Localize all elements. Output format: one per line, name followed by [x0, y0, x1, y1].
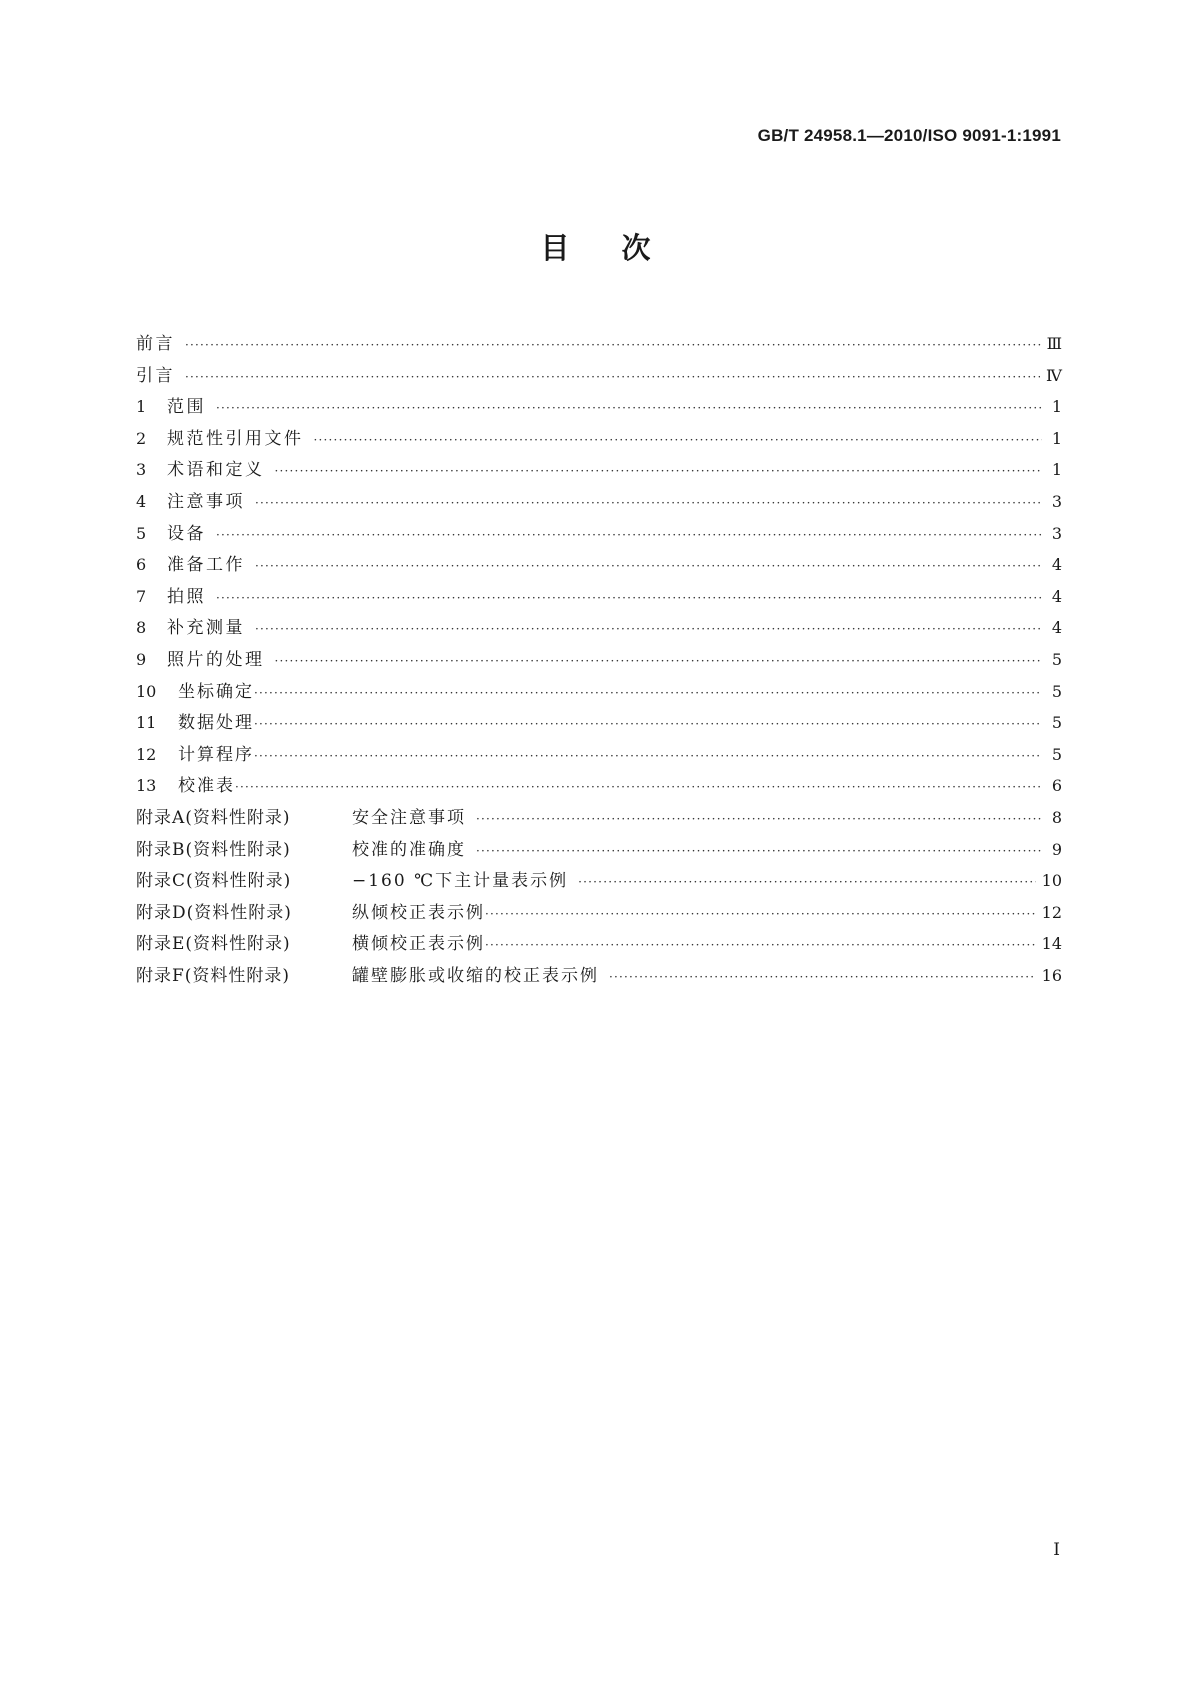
toc-entry-page: 3: [1051, 491, 1062, 511]
toc-entry-section-4[interactable]: [136, 486, 1062, 518]
toc-entry-number: 2: [136, 428, 147, 448]
toc-entry-page: 16: [1041, 965, 1062, 985]
toc-entry-label: 校准表: [178, 776, 235, 797]
toc-entry-label: 横倾校正表示例: [352, 934, 485, 955]
toc-dot-leader: [476, 804, 1042, 836]
toc-entry-page: 1: [1051, 460, 1062, 480]
toc-dot-leader: [314, 425, 1043, 457]
toc-dot-leader: [578, 867, 1036, 899]
toc-entry-page: 6: [1051, 776, 1062, 796]
toc-entry-label: 纵倾校正表示例: [352, 902, 485, 923]
toc-entry-appendix-label: 附录D(资料性附录): [136, 902, 292, 923]
toc-entry-section-8[interactable]: [136, 612, 1062, 644]
toc-entry-number: 3: [136, 460, 147, 480]
toc-entry-section-6[interactable]: [136, 549, 1062, 581]
toc-dot-leader: [275, 646, 1043, 678]
page-number: I: [1053, 1540, 1060, 1560]
toc-entry-label: 规范性引用文件: [167, 428, 304, 449]
toc-dot-leader: [609, 962, 1036, 994]
toc-entry-number: 11: [136, 713, 157, 733]
toc-dot-leader: [216, 583, 1042, 615]
toc-entry-page: 10: [1041, 871, 1062, 891]
toc-dot-leader: [254, 741, 1042, 773]
toc-entry-appendix-f[interactable]: [136, 960, 1062, 992]
toc-entry-label: 坐标确定: [178, 681, 254, 702]
toc-entry-label: 前言: [136, 334, 175, 354]
toc-entry-section-9[interactable]: [136, 644, 1062, 676]
toc-entry-label: 数据处理: [178, 713, 254, 734]
toc-dot-leader: [185, 362, 1040, 394]
toc-entry-appendix-label: 附录E(资料性附录): [136, 934, 291, 955]
toc-dot-leader: [485, 930, 1036, 962]
toc-entry-section-11[interactable]: [136, 707, 1062, 739]
toc-entry-label: 拍照: [167, 586, 206, 607]
toc-entry-number: 5: [136, 523, 147, 543]
toc-entry-appendix-d[interactable]: [136, 897, 1062, 929]
toc-entry-number: 7: [136, 586, 147, 606]
toc-entry-page: 5: [1051, 649, 1062, 669]
toc-entry-appendix-label: 附录A(资料性附录): [136, 807, 291, 828]
toc-entry-section-13[interactable]: [136, 770, 1062, 802]
page-title: 目次: [540, 231, 703, 265]
toc-entry-section-3[interactable]: [136, 454, 1062, 486]
toc-entry-number: 4: [136, 491, 147, 511]
standard-number: GB/T 24958.1—2010/ISO 9091-1:1991: [757, 126, 1061, 145]
toc-entry-page: 1: [1051, 428, 1062, 448]
toc-dot-leader: [255, 488, 1042, 520]
toc-entry-section-7[interactable]: [136, 581, 1062, 613]
toc-dot-leader: [185, 330, 1041, 362]
toc-entry-section-2[interactable]: [136, 423, 1062, 455]
toc-entry-number: 9: [136, 649, 147, 669]
toc-entry-label: 计算程序: [178, 744, 254, 765]
toc-entry-label: 罐壁膨胀或收缩的校正表示例: [352, 965, 599, 986]
toc-dot-leader: [275, 456, 1043, 488]
toc-entry-page: Ⅳ: [1046, 365, 1062, 385]
toc-entry-page: 3: [1051, 523, 1062, 543]
toc-entry-label: −160 ℃下主计量表示例: [352, 871, 569, 892]
toc-entry-section-10[interactable]: [136, 676, 1062, 708]
toc-entry-label: 照片的处理: [167, 649, 265, 670]
toc-entry-number: 8: [136, 618, 147, 638]
toc-entry-page: 5: [1051, 681, 1062, 701]
toc-entry-number: 10: [136, 681, 157, 701]
toc-entry-foreword[interactable]: [136, 328, 1062, 360]
toc-entry-page: 9: [1051, 839, 1062, 859]
toc-entry-number: 12: [136, 744, 157, 764]
toc-entry-page: Ⅲ: [1046, 334, 1062, 353]
toc-entry-page: 1: [1051, 397, 1062, 417]
toc-entry-label: 范围: [167, 397, 206, 418]
toc-entry-appendix-label: 附录B(资料性附录): [136, 839, 291, 860]
toc-dot-leader: [216, 520, 1042, 552]
toc-entry-appendix-a[interactable]: [136, 802, 1062, 834]
toc-entry-number: 13: [136, 776, 157, 796]
toc-entry-number: 6: [136, 555, 147, 575]
toc-dot-leader: [255, 614, 1042, 646]
toc-entry-page: 14: [1041, 934, 1062, 954]
toc-entry-page: 4: [1051, 555, 1062, 575]
toc-dot-leader: [476, 836, 1042, 868]
toc-entry-appendix-label: 附录F(资料性附录): [136, 965, 291, 986]
toc-dot-leader: [235, 772, 1042, 804]
toc-entry-page: 4: [1051, 618, 1062, 638]
toc-entry-label: 设备: [167, 523, 206, 544]
toc-entry-label: 引言: [136, 365, 175, 386]
toc-entry-label: 准备工作: [167, 555, 245, 576]
toc-entry-introduction[interactable]: [136, 360, 1062, 392]
toc-entry-page: 5: [1051, 713, 1062, 733]
toc-entry-appendix-b[interactable]: [136, 834, 1062, 866]
toc-dot-leader: [216, 393, 1042, 425]
toc-dot-leader: [255, 551, 1042, 583]
toc-entry-label: 安全注意事项: [352, 807, 466, 828]
toc-entry-number: 1: [136, 397, 147, 417]
toc-dot-leader: [254, 709, 1042, 741]
toc-entry-label: 注意事项: [167, 491, 245, 512]
toc-entry-appendix-e[interactable]: [136, 928, 1062, 960]
toc-entry-page: 12: [1041, 902, 1062, 922]
toc-entry-label: 校准的准确度: [352, 839, 466, 860]
toc-entry-section-5[interactable]: [136, 518, 1062, 550]
table-of-contents: [136, 328, 1062, 991]
toc-entry-section-1[interactable]: [136, 391, 1062, 423]
toc-entry-page: 8: [1051, 807, 1062, 827]
toc-entry-label: 术语和定义: [167, 460, 265, 481]
toc-dot-leader: [254, 678, 1042, 710]
toc-entry-page: 4: [1051, 586, 1062, 606]
toc-entry-appendix-label: 附录C(资料性附录): [136, 871, 292, 892]
toc-entry-page: 5: [1051, 744, 1062, 764]
toc-entry-section-12[interactable]: [136, 739, 1062, 771]
toc-entry-label: 补充测量: [167, 618, 245, 639]
toc-entry-appendix-c[interactable]: [136, 865, 1062, 897]
toc-dot-leader: [485, 899, 1036, 931]
